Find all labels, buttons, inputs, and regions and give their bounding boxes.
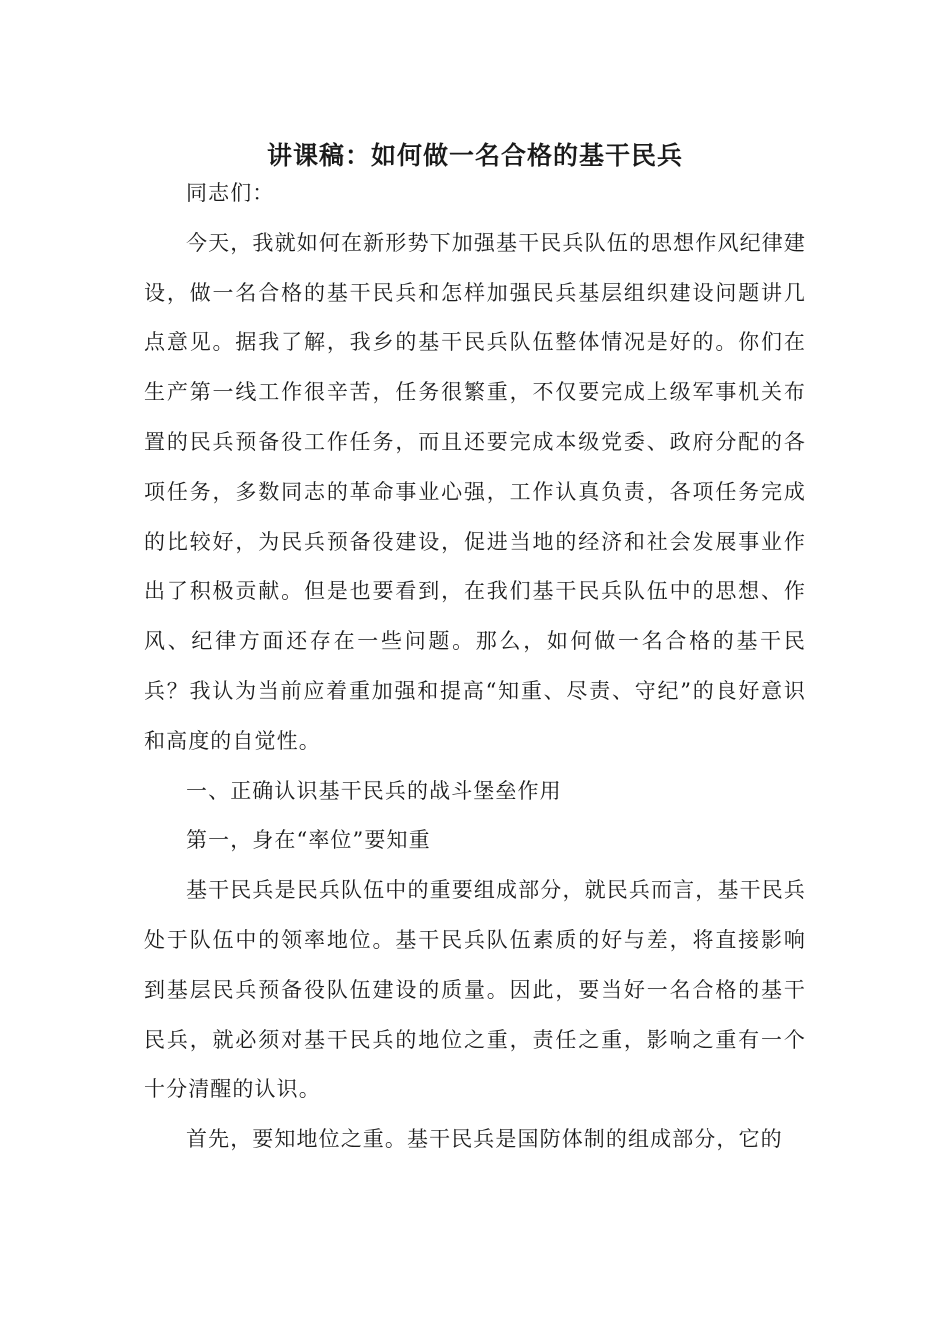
section-heading-1: 一、正确认识基干民兵的战斗堡垒作用 bbox=[186, 778, 562, 803]
document-body bbox=[144, 169, 806, 1165]
subsection-heading-1: 第一，身在“率位”要知重 bbox=[186, 828, 431, 853]
intro-paragraph: 今天，我就如何在新形势下加强基干民兵队伍的思想作风纪律建设，做一名合格的基干民兵和怎样加强民兵基层组织建设问题讲几点意见。据我了解，我乡的基干民兵队伍整体情况是好的。你们在生产第一线工作很辛苦，任务很繁重，不仅要完成上级军事机关布置的民兵预备役工作任务，而且还要完成本级党委、政府分配的各项任务，多数同志的革命事业心强，工作认真负责，各项任务完成的比较好，为民兵预备役建设，促进当地的经济和社会发展事业作出了积极贡献。但是也要看到，在我们基干民兵队伍中的思想、作风、纪律方面还存在一些问题。那么，如何做一名合格的基干民兵？我认为当前应着重加强和提高“知重、尽责、守纪”的良好意识和高度的自觉性。 bbox=[144, 230, 806, 753]
body-paragraph: 基干民兵是民兵队伍中的重要组成部分，就民兵而言，基干民兵处于队伍中的领率地位。基干民兵队伍素质的好与差，将直接影响到基层民兵预备役队伍建设的质量。因此，要当好一名合格的基干民兵，就必须对基干民兵的地位之重，责任之重，影响之重有一个十分清醒的认识。 bbox=[144, 878, 806, 1102]
body-paragraph: 首先，要知地位之重。基干民兵是国防体制的组成部分，它的 bbox=[186, 1127, 783, 1152]
salutation-paragraph: 同志们： bbox=[186, 181, 275, 205]
document-title: 讲课稿：如何做一名合格的基干民兵 bbox=[266, 141, 683, 170]
